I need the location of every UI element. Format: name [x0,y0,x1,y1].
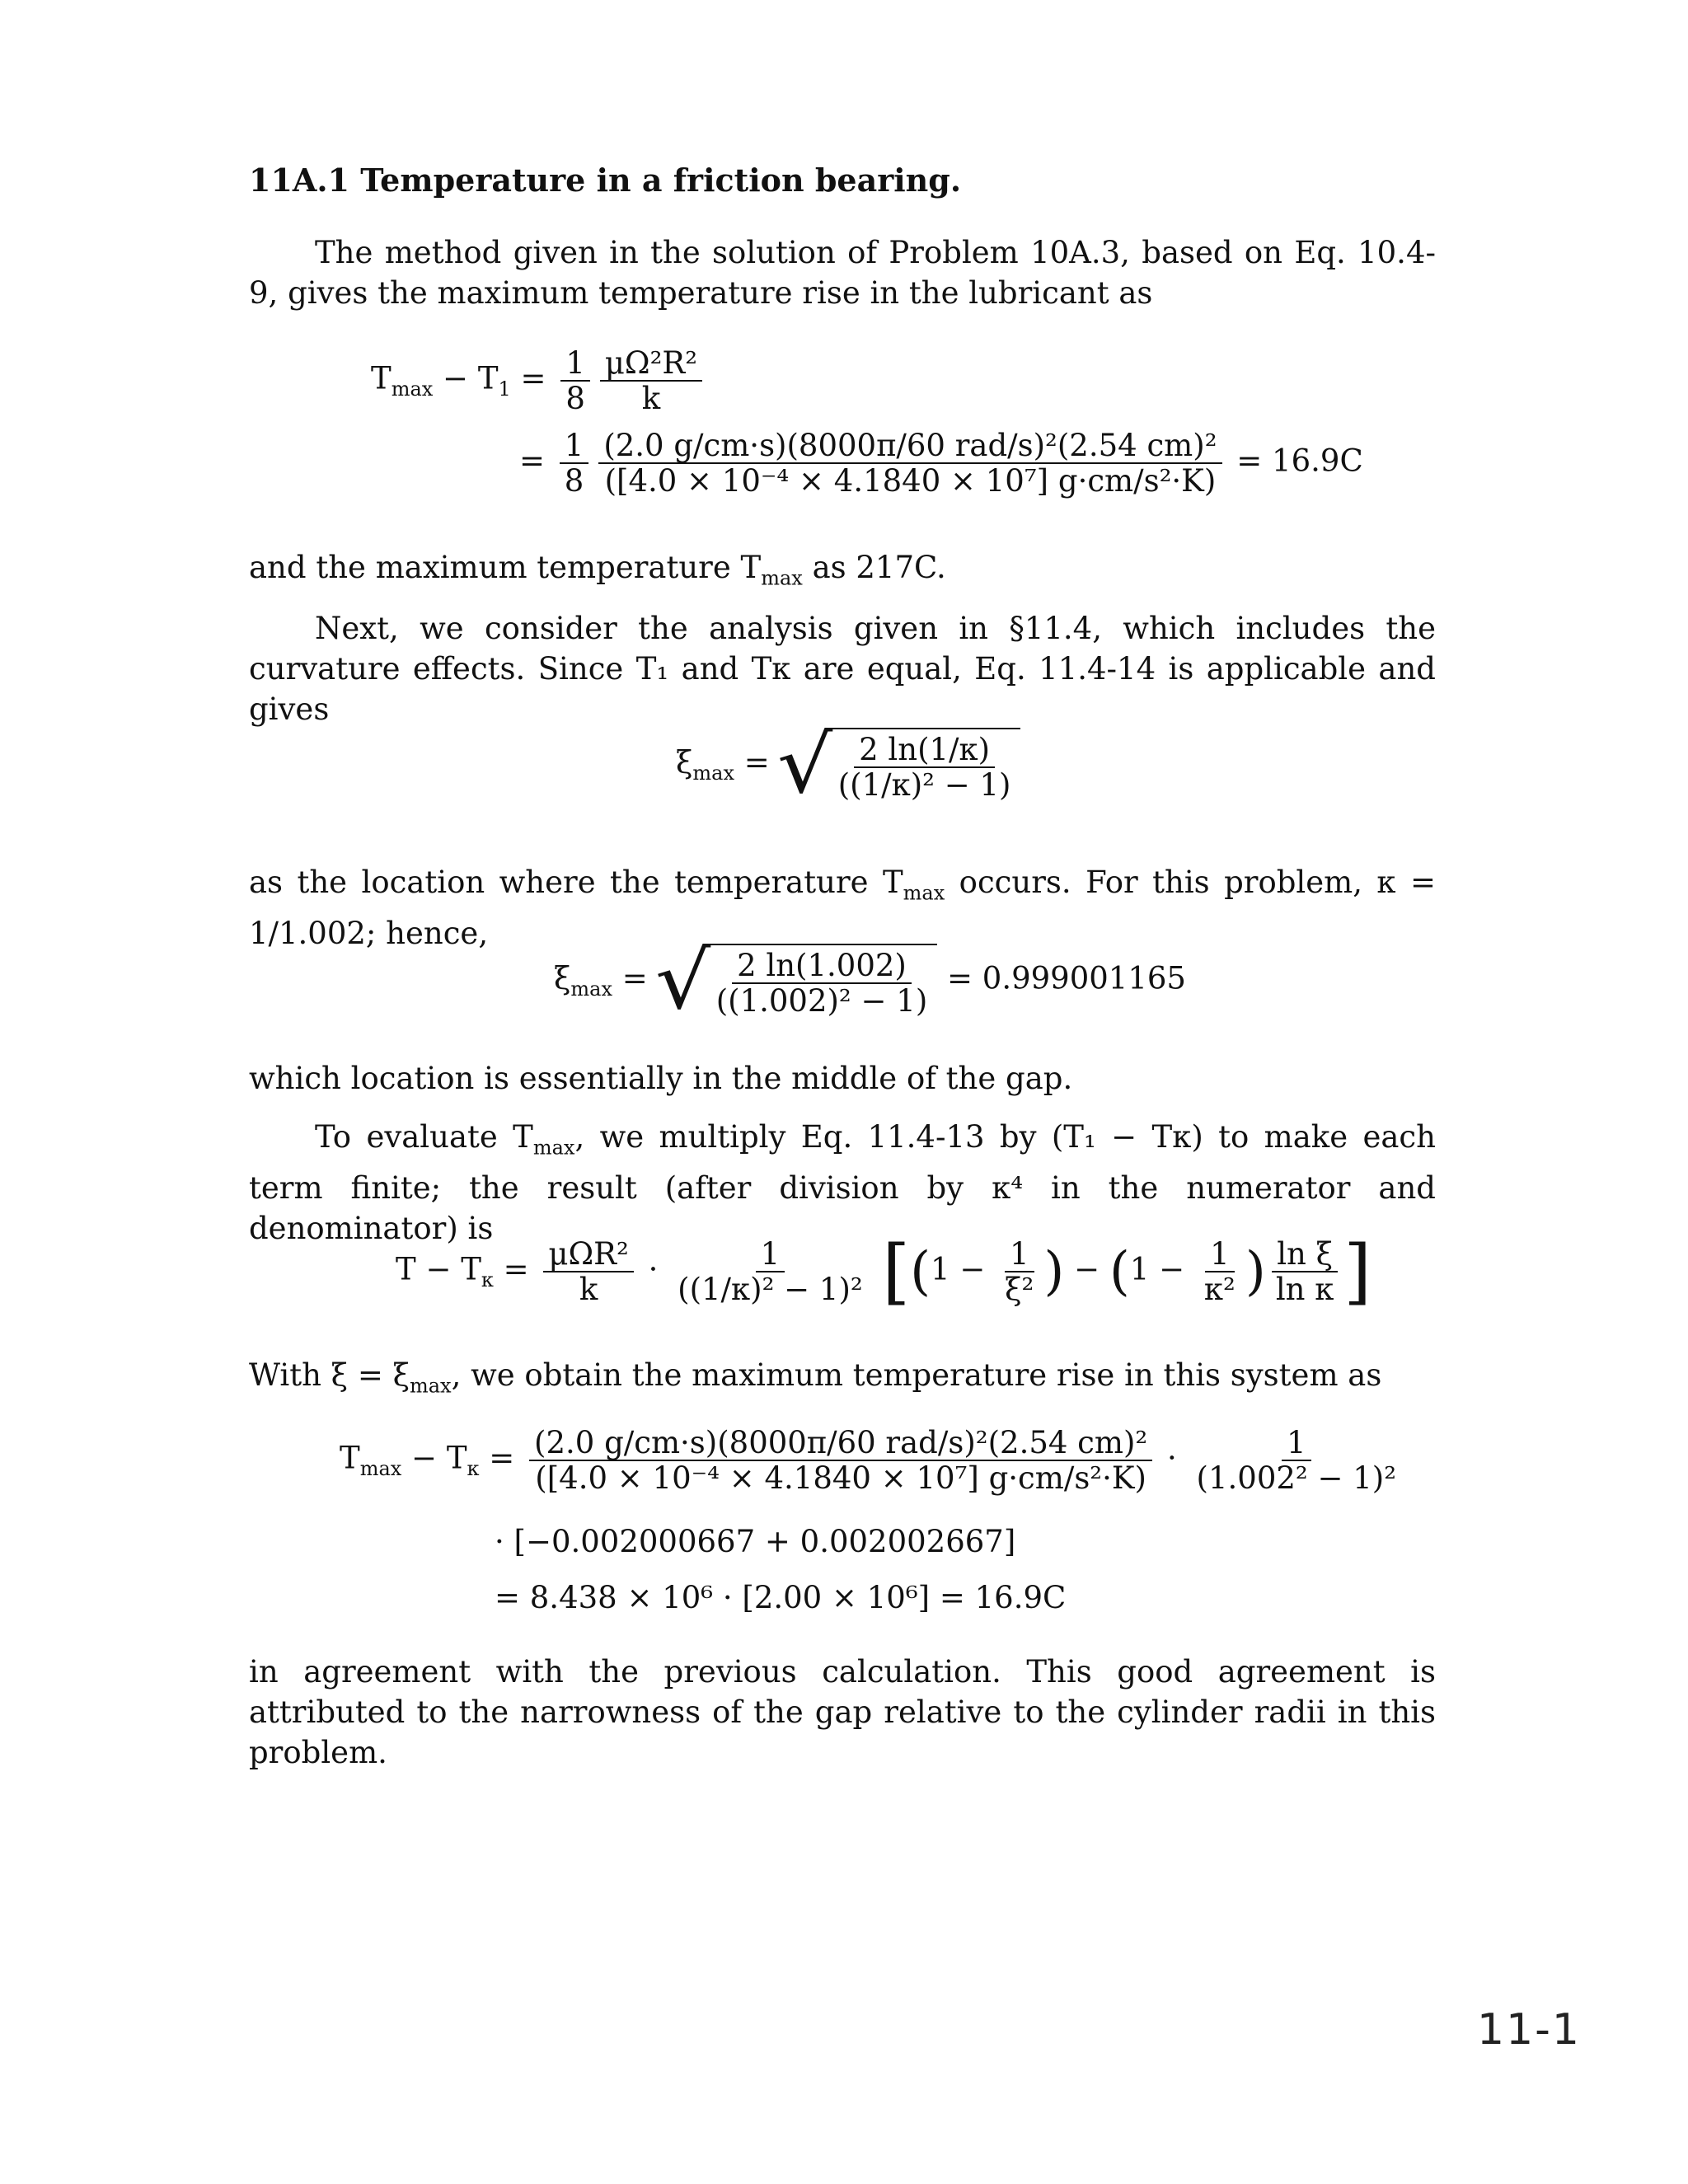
paragraph-intro: The method given in the solution of Problem 10A.3, based on Eq. 10.4-9, gives the maximum temperature rise in the lubricant as [249,235,1436,311]
paragraph-max-temp: and the maximum temperature $T_{max}$ as 217C. [249,550,946,590]
fraction: $\frac{\text{μΩ²R²}}{k}$ [600,346,702,415]
fraction: $\frac{1}{8}$ [560,429,589,498]
fraction: $\frac{\text{(2.0 g/cm·s)(8000π/60 rad/s)²(2.54 cm)²}}{\text{([4.0 × 10⁻⁴ × 4.1840 × 10⁷] g·cm/s²·K)}}$ [598,429,1221,498]
equation-xi-max-numeric: $\xi_{max}$ = √ $\frac{2 \ln(1.002)}{\text{((1.002)² − 1)}}$ = 0.999001165 [554,935,1186,1027]
fraction: $\frac{2 \ln(1.002)}{\text{((1.002)² − 1)}}$ [715,948,928,1019]
square-root: √ $\frac{2 \ln(1/\kappa)}{\text{((1/κ)² − 1)}}$ [780,725,1021,804]
equation-final-result: = 8.438 × 10⁶ · [2.00 × 10⁶] = 16.9C [495,1580,1067,1615]
paragraph-agreement: in agreement with the previous calculation. This good agreement is attributed to the narrowness of the gap relative to the cylinder radii in this problem. [249,1654,1436,1770]
square-root: √ $\frac{2 \ln(1.002)}{\text{((1.002)² − 1)}}$ [658,941,938,1020]
paragraph-location: as the location where the temperature $T_{max}$ occurs. For this problem, κ = 1/1.002; hence, [249,865,1436,952]
fraction: $\frac{\text{ln ξ}}{\text{ln κ}}$ [1271,1237,1339,1306]
fraction: $\frac{1}{\text{κ²}}$ [1203,1236,1236,1307]
paragraph-with-xi: With $\xi = \xi_{max}$, we obtain the maximum temperature rise in this system as [249,1357,1382,1398]
equation-temperature-profile: $T - T_\kappa$ = $\frac{\text{μΩR²}}{k}$ · $\frac{1}{\text{((1/κ)² − 1)²}}$ [(1 − $\frac{1}{\text{ξ²}}$ ) − (1 − $\frac{1}{\text{κ²}}$ ) $\frac{\text{ln ξ}}{\text{ln κ}}$ ] [396,1230,1372,1313]
paragraph-middle-gap: which location is essentially in the middle of the gap. [249,1061,1073,1096]
page-number: 11-1 [1477,2005,1582,2055]
problem-title: 11A.1 Temperature in a friction bearing. [249,162,962,199]
fraction: $\frac{1}{8}$ [560,346,590,415]
equation-max-temp-rise-curvature: $T_{max} - T_\kappa$ = $\frac{\text{(2.0 g/cm·s)(8000π/60 rad/s)²(2.54 cm)²}}{\text{([4.0 × 10⁻⁴ × 4.1840 × 10⁷] g·cm/s²·K)}}$ · $\frac{1}{\text{(1.002² − 1)²}}$ [340,1426,1406,1495]
fraction: $\frac{1}{\text{(1.002² − 1)²}}$ [1196,1425,1397,1496]
paragraph-evaluate: To evaluate $T_{max}$, we multiply Eq. 11.4-13 by (T₁ − Tκ) to make each term finite; the result (after division by κ⁴ in the numerator and denominator) is [249,1119,1436,1247]
fraction: $\frac{1}{\text{ξ²}}$ [1005,1236,1034,1307]
fraction: $\frac{\text{μΩR²}}{k}$ [543,1237,633,1306]
equation-bracket-term: · [−0.002000667 + 0.002002667] [495,1524,1016,1559]
fraction: $\frac{1}{\text{((1/κ)² − 1)²}}$ [678,1236,863,1307]
fraction: $\frac{\text{(2.0 g/cm·s)(8000π/60 rad/s)²(2.54 cm)²}}{\text{([4.0 × 10⁻⁴ × 4.1840 × 10⁷] g·cm/s²·K)}}$ [529,1426,1152,1495]
equation-temp-rise-numeric: = $\frac{1}{8}$ $\frac{\text{(2.0 g/cm·s)(8000π/60 rad/s)²(2.54 cm)²}}{\text{([4.0 × 10⁻⁴ × 4.1840 × 10⁷] g·cm/s²·K)}}$ = 16.9C [519,428,1363,499]
fraction: $\frac{2 \ln(1/\kappa)}{\text{((1/κ)² − 1)}}$ [837,732,1011,803]
equation-xi-max-general: $\xi_{max}$ = √ $\frac{2 \ln(1/\kappa)}{\text{((1/κ)² − 1)}}$ [676,725,1020,804]
equation-temp-rise: $T_{max} - T_1$ = $\frac{1}{8}$ $\frac{\text{μΩ²R²}}{k}$ [371,346,707,415]
paragraph-curvature: Next, we consider the analysis given in §11.4, which includes the curvature effects. Since T₁ and Tκ are equal, Eq. 11.4-14 is applicable and gives [249,611,1436,727]
